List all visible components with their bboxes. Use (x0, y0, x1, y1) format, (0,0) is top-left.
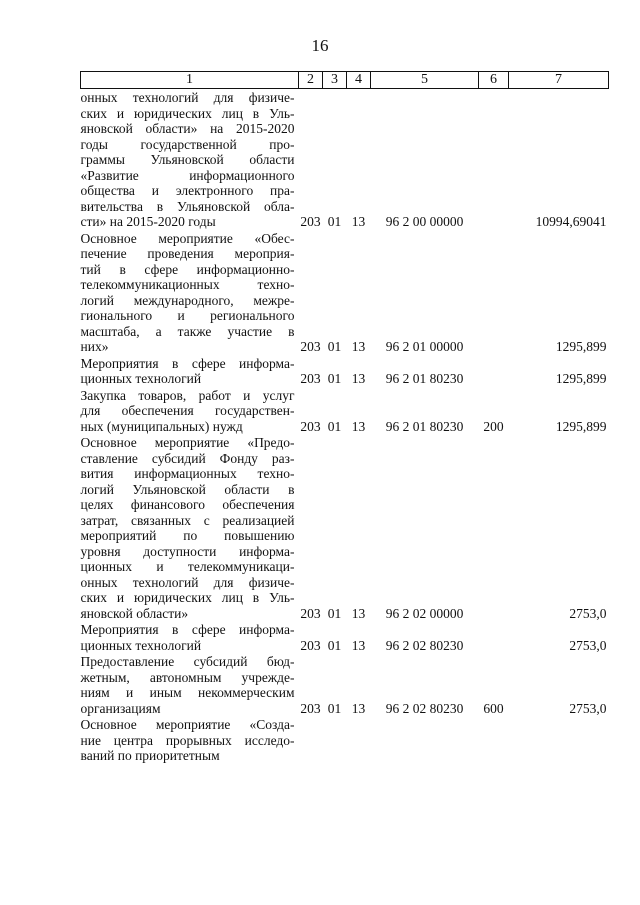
description-line: ваний по приоритетным (80, 748, 220, 763)
description-line: ставление субсидий Фонду раз- (80, 450, 295, 466)
code-section: 01 (327, 637, 342, 653)
code-section: 01 (327, 214, 342, 229)
description-line: «Развитие информационного (80, 167, 295, 183)
column-header: 2 (299, 72, 323, 89)
code-subsection: 13 (351, 605, 366, 621)
code-admin: 203 (300, 339, 321, 354)
table-row (81, 355, 609, 387)
code-admin (299, 716, 323, 764)
description-line: масштаба, а также участие в (80, 323, 295, 339)
description-line: ние центра прорывных исследо- (80, 732, 295, 748)
row-description (81, 653, 299, 716)
table-row (81, 230, 609, 355)
column-header: 6 (479, 72, 509, 89)
code-expense-type (479, 89, 509, 230)
amount-value: 1295,899 (555, 339, 607, 354)
code-subsection: 13 (351, 339, 366, 354)
description-line: мероприятий по повышению (80, 528, 295, 543)
code-subsection: 13 (351, 637, 366, 653)
description-line: Основное мероприятие «Обес- (80, 230, 295, 246)
table-row (81, 434, 609, 621)
code-target-article: 96 2 00 00000 (385, 214, 464, 229)
description-line: них» (80, 339, 109, 354)
code-expense-type: 200 (483, 418, 504, 434)
row-description (81, 355, 299, 387)
table-row (81, 716, 609, 764)
amount-value: 1295,899 (555, 418, 607, 434)
amount-value: 10994,69041 (535, 214, 607, 229)
code-target-article (371, 716, 479, 764)
column-header: 3 (323, 72, 347, 89)
code-target-article: 96 2 02 80230 (385, 700, 464, 716)
code-admin: 203 (300, 700, 321, 716)
description-line: Мероприятия в сфере информа- (80, 622, 295, 637)
description-line: вития информационных техно- (80, 466, 295, 481)
description-line: ционных технологий (80, 637, 202, 653)
code-target-article: 96 2 01 00000 (385, 339, 464, 354)
code-expense-type (479, 434, 509, 621)
row-description (81, 387, 299, 435)
row-description (81, 716, 299, 764)
description-line: сти» на 2015-2020 годы (80, 214, 216, 229)
table-row (81, 621, 609, 653)
description-line: логий Ульяновской области в (80, 481, 295, 497)
description-line: организациям (80, 700, 161, 716)
description-line: Предоставление субсидий бюд- (80, 654, 295, 669)
code-expense-type: 600 (483, 700, 504, 716)
code-admin: 203 (300, 605, 321, 621)
description-line: логий международного, межре- (80, 292, 295, 308)
amount-value: 1295,899 (555, 371, 607, 386)
row-description (81, 89, 299, 230)
code-section: 01 (327, 605, 342, 621)
code-admin: 203 (300, 637, 321, 653)
column-header-row (81, 72, 609, 89)
code-section: 01 (327, 418, 342, 434)
description-line: ских и юридических лиц в Уль- (80, 105, 295, 121)
description-line: ных (муниципальных) нужд (80, 418, 243, 434)
description-line: онных технологий для физиче- (80, 574, 295, 590)
code-target-article: 96 2 01 80230 (385, 418, 464, 434)
description-line: Основное мероприятие «Созда- (80, 717, 295, 732)
column-header: 1 (81, 72, 299, 89)
code-target-article: 96 2 02 80230 (385, 637, 464, 653)
table-row (81, 387, 609, 435)
description-line: гионального и регионального (80, 308, 295, 323)
row-description (81, 230, 299, 355)
code-subsection: 13 (351, 418, 366, 434)
description-line: уровня доступности информа- (80, 543, 295, 559)
description-line: затрат, связанных с реализацией (80, 512, 295, 528)
table-row (81, 653, 609, 716)
description-line: ционных и телекоммуникаци- (80, 559, 295, 574)
description-line: яновской области» на 2015-2020 (80, 121, 295, 136)
code-admin: 203 (300, 418, 321, 434)
description-line: Мероприятия в сфере информа- (80, 355, 295, 371)
amount-value (509, 716, 609, 764)
description-line: граммы Ульяновской области (80, 152, 295, 167)
column-header: 7 (509, 72, 609, 89)
code-target-article: 96 2 02 00000 (385, 605, 464, 621)
code-subsection: 13 (351, 214, 366, 229)
code-section: 01 (327, 371, 342, 386)
description-line: яновской области» (80, 605, 189, 621)
code-expense-type (479, 716, 509, 764)
column-header: 5 (371, 72, 479, 89)
description-line: вительства в Ульяновской обла- (80, 198, 295, 214)
description-line: годы государственной про- (80, 136, 295, 152)
description-line: общества и электронного пра- (80, 183, 295, 198)
code-admin: 203 (300, 371, 321, 386)
amount-value: 2753,0 (569, 637, 607, 653)
code-subsection: 13 (351, 700, 366, 716)
code-expense-type (479, 355, 509, 387)
description-line: печение проведения мероприя- (80, 246, 295, 261)
table-row (81, 89, 609, 230)
code-expense-type (479, 621, 509, 653)
code-subsection: 13 (351, 371, 366, 386)
code-target-article: 96 2 01 80230 (385, 371, 464, 386)
row-description (81, 621, 299, 653)
code-section: 01 (327, 700, 342, 716)
description-line: тий в сфере информационно- (80, 261, 295, 277)
row-description (81, 434, 299, 621)
column-header: 4 (347, 72, 371, 89)
amount-value: 2753,0 (569, 700, 607, 716)
page-number: 16 (311, 36, 329, 55)
description-line: Закупка товаров, работ и услуг (80, 387, 295, 403)
description-line: ских и юридических лиц в Уль- (80, 590, 295, 605)
description-line: телекоммуникационных техно- (80, 277, 295, 292)
description-line: онных технологий для физиче- (80, 90, 295, 105)
code-subsection (347, 716, 371, 764)
code-expense-type (479, 230, 509, 355)
code-section (323, 716, 347, 764)
description-line: ционных технологий (80, 371, 202, 386)
description-line: для обеспечения государствен- (80, 403, 295, 418)
description-line: жетным, автономным учрежде- (80, 669, 295, 685)
code-admin: 203 (300, 214, 321, 229)
code-section: 01 (327, 339, 342, 354)
description-line: целях финансового обеспечения (80, 497, 295, 512)
amount-value: 2753,0 (569, 605, 607, 621)
budget-table (80, 71, 609, 764)
description-line: Основное мероприятие «Предо- (80, 435, 295, 450)
description-line: ниям и иным некоммерческим (80, 685, 295, 700)
